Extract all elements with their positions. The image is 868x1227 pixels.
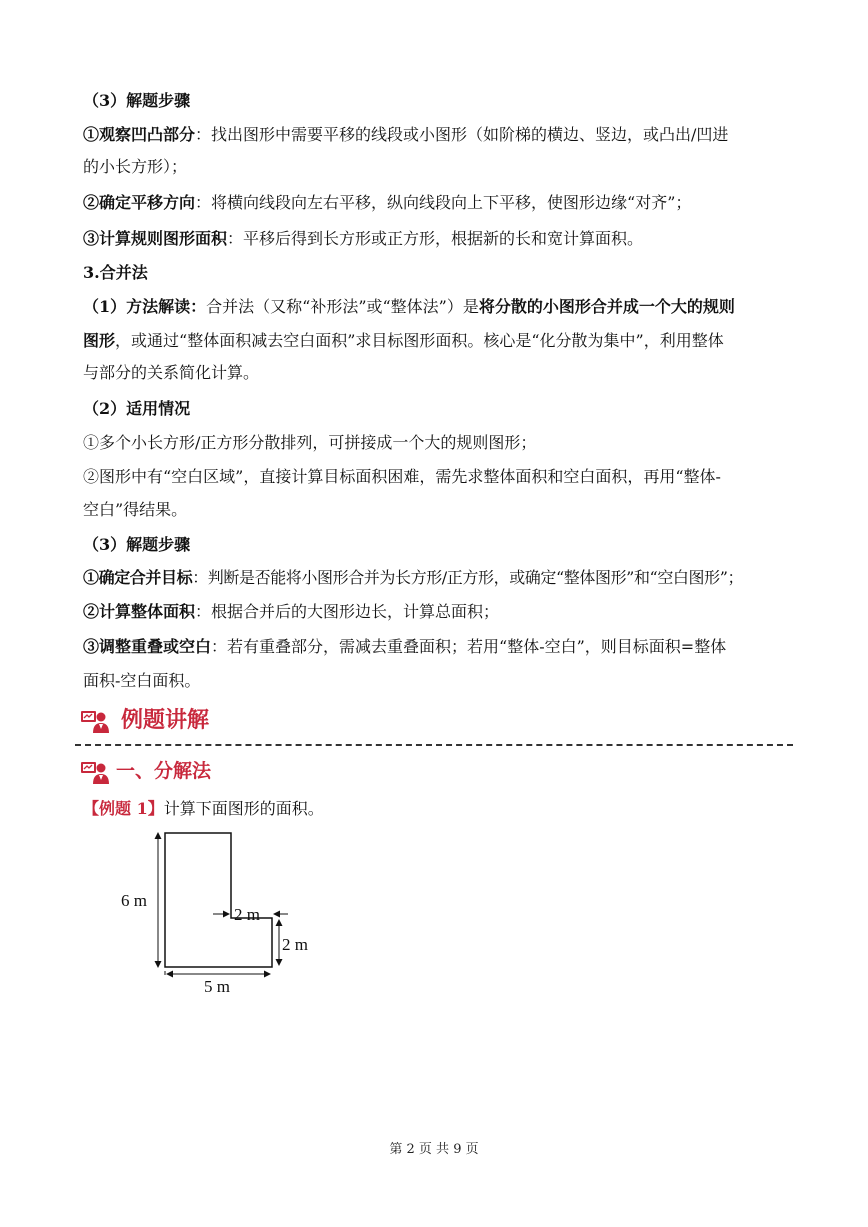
method3-explain bbox=[83, 296, 735, 318]
method2-step1 bbox=[83, 124, 728, 146]
method3-explain-line2 bbox=[83, 330, 724, 352]
method3-explain-bold-b: 图形 bbox=[83, 331, 116, 350]
method2-step2-text: ：将横向线段向左右平移，纵向线段向上下平移，使图形边缘“对齐”； bbox=[195, 193, 692, 212]
example-1 bbox=[83, 798, 324, 820]
method3-step1-label: ①确定合并目标 bbox=[83, 568, 193, 587]
label-height-left: 6 m bbox=[121, 891, 147, 910]
method2-step2 bbox=[83, 192, 691, 214]
method3-step2-label: ②计算整体面积 bbox=[83, 602, 196, 621]
method2-step1-label: ①观察凹凸部分 bbox=[83, 125, 196, 144]
method3-step2 bbox=[83, 601, 499, 623]
teacher-icon bbox=[80, 708, 110, 734]
method3-step1-text: ：判断是否能将小图形合并为长方形/正方形，或确定“整体图形”和“空白图形”； bbox=[192, 568, 744, 587]
method3-usage-2-cont: 空白”得结果。 bbox=[83, 500, 188, 519]
label-step-height: 2 m bbox=[282, 935, 308, 954]
method2-step1-cont: 的小长方形）； bbox=[83, 157, 188, 176]
method3-step3-text: ：若有重叠部分，需减去重叠面积；若用“整体-空白”，则目标面积=整体 bbox=[211, 637, 727, 656]
example-label: 【例题 1】 bbox=[83, 799, 164, 818]
method3-step1 bbox=[83, 567, 743, 589]
method3-usage-heading: （2）适用情况 bbox=[83, 399, 191, 418]
method2-step1-text: ：找出图形中需要平移的线段或小图形（如阶梯的横边、竖边，或凸出/凹进 bbox=[195, 125, 729, 144]
method3-step2-text: ：根据合并后的大图形边长，计算总面积； bbox=[195, 602, 500, 621]
method2-step2-label: ②确定平移方向 bbox=[83, 193, 196, 212]
method3-usage-1: ①多个小长方形/正方形分散排列，可拼接成一个大的规则图形； bbox=[83, 433, 537, 452]
method3-steps-heading: （3）解题步骤 bbox=[83, 535, 191, 554]
method3-step3 bbox=[83, 636, 726, 658]
l-shape-figure bbox=[110, 825, 340, 1005]
page-footer: 第 2 页 共 9 页 bbox=[389, 1142, 479, 1157]
section-divider bbox=[75, 744, 793, 746]
method2-step3-text: ：平移后得到长方形或正方形，根据新的长和宽计算面积。 bbox=[227, 229, 644, 248]
method2-step3-label: ③计算规则图形面积 bbox=[83, 229, 228, 248]
method3-explain-label: （1）方法解读： bbox=[83, 297, 207, 316]
method3-title: 3.合并法 bbox=[83, 263, 148, 282]
label-step-width: 2 m bbox=[234, 905, 260, 924]
method2-step3 bbox=[83, 228, 643, 250]
method3-step3-label: ③调整重叠或空白 bbox=[83, 637, 212, 656]
method3-usage-2: ②图形中有“空白区域”，直接计算目标面积困难，需先求整体面积和空白面积，再用“整体- bbox=[83, 467, 721, 486]
label-bottom: 5 m bbox=[204, 977, 230, 996]
example-text: 计算下面图形的面积。 bbox=[163, 799, 324, 818]
method3-explain-text-a: 合并法（又称“补形法”或“整体法”）是 bbox=[206, 297, 479, 316]
method3-step3-cont: 面积-空白面积。 bbox=[83, 671, 201, 690]
method3-explain-line3: 与部分的关系简化计算。 bbox=[83, 363, 260, 382]
example-section-title: 例题讲解 bbox=[121, 708, 210, 733]
method3-explain-text-b: ，或通过“整体面积减去空白面积”求目标图形面积。核心是“化分散为集中”，利用整体 bbox=[115, 331, 724, 350]
steps-heading-method2: （3）解题步骤 bbox=[83, 91, 191, 110]
teacher-icon bbox=[80, 759, 110, 785]
subsection-title: 一、分解法 bbox=[116, 760, 212, 782]
l-shape-outline bbox=[165, 833, 272, 967]
method3-explain-bold-a: 将分散的小图形合并成一个大的规则 bbox=[478, 297, 735, 316]
